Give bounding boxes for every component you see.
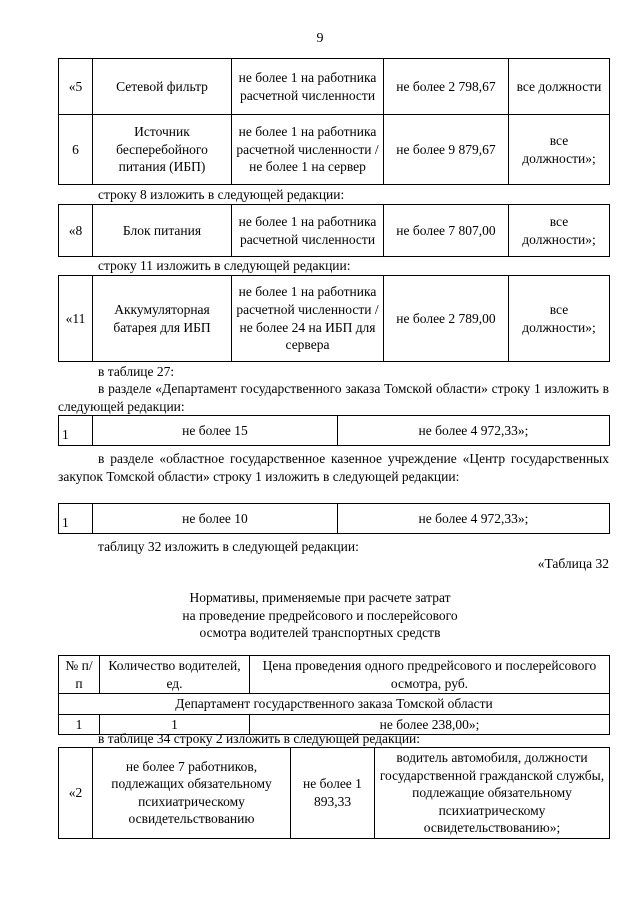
table-32 <box>58 655 610 735</box>
row-number: «2 <box>59 748 93 839</box>
header-cell-quantity: Количество водителей, ед. <box>100 656 250 694</box>
table32-title-line: Нормативы, применяемые при расчете затрат <box>189 590 451 605</box>
item-positions: все должности <box>509 59 610 115</box>
item-positions: все должности»; <box>509 115 610 185</box>
table-header-row <box>59 656 610 694</box>
item-positions: все должности»; <box>509 205 610 257</box>
price: не более 238,00»; <box>250 714 610 735</box>
table-equipment-rows-5-6 <box>58 58 610 185</box>
item-price: не более 9 879,67 <box>384 115 509 185</box>
item-norm: не более 1 на работника расчетной численности / не более 24 на ИБП для сервера <box>232 276 384 362</box>
price: не более 1 893,33 <box>291 748 375 839</box>
table-row <box>59 276 610 362</box>
item-positions: все должности»; <box>509 276 610 362</box>
item-price: не более 2 798,67 <box>384 59 509 115</box>
paragraph-ogku: в разделе «областное государственное казенное учреждение «Центр государственных закупок Томской области» строку 1 изложить в следующей редакции: <box>58 451 609 484</box>
paragraph-table27: в таблице 27: <box>98 364 175 379</box>
table32-title <box>0 589 640 642</box>
row-number: «5 <box>59 59 93 115</box>
item-price: не более 2 789,00 <box>384 276 509 362</box>
item-norm: не более 1 на работника расчетной численности <box>232 59 384 115</box>
row-number: 6 <box>59 115 93 185</box>
row-number: 1 <box>59 416 93 446</box>
row-number: 1 <box>59 714 100 735</box>
paragraph-row11: строку 11 изложить в следующей редакции: <box>98 258 351 273</box>
item-price: не более 7 807,00 <box>384 205 509 257</box>
item-name: Сетевой фильтр <box>93 59 232 115</box>
page-number: 9 <box>316 31 324 46</box>
table-row <box>59 416 610 446</box>
paragraph-table34: в таблице 34 строку 2 изложить в следующей редакции: <box>98 731 421 746</box>
item-price: не более 4 972,33»; <box>338 416 610 446</box>
table32-label: «Таблица 32 <box>537 556 609 571</box>
paragraph-table32: таблицу 32 изложить в следующей редакции: <box>98 539 359 554</box>
item-norm: не более 1 на работника расчетной численности / не более 1 на сервер <box>232 115 384 185</box>
table-34-row-2 <box>58 747 610 839</box>
item-name: Блок питания <box>93 205 232 257</box>
table-row <box>59 115 610 185</box>
header-cell-price: Цена проведения одного предрейсового и послерейсового осмотра, руб. <box>250 656 610 694</box>
row-number: 1 <box>59 504 93 534</box>
item-name: Аккумуляторная батарея для ИБП <box>93 276 232 362</box>
item-price: не более 4 972,33»; <box>338 504 610 534</box>
item-norm: не более 10 <box>93 504 338 534</box>
item-norm: не более 15 <box>93 416 338 446</box>
paragraph-row8: строку 8 изложить в следующей редакции: <box>98 187 345 202</box>
row-number: «11 <box>59 276 93 362</box>
quantity: 1 <box>100 714 250 735</box>
table32-title-line: осмотра водителей транспортных средств <box>199 625 441 641</box>
table-row <box>59 748 610 839</box>
header-cell-number: № п/п <box>59 656 100 694</box>
row-number: «8 <box>59 205 93 257</box>
item-name: Источник бесперебойного питания (ИБП) <box>93 115 232 185</box>
positions: водитель автомобиля, должности государственной гражданской службы, подлежащие обязательному психиатрическому освидетельствованию»; <box>375 748 610 839</box>
workers-norm: не более 7 работников, подлежащих обязательному психиатрическому освидетельствованию <box>93 748 291 839</box>
table-row <box>59 59 610 115</box>
table-row <box>59 504 610 534</box>
table-row-8 <box>58 204 610 257</box>
table-dept-row-1 <box>58 415 610 446</box>
table-section-row <box>59 694 610 715</box>
item-norm: не более 1 на работника расчетной численности <box>232 205 384 257</box>
table32-title-line: на проведение предрейсового и послерейсового <box>182 607 458 623</box>
section-title: Департамент государственного заказа Томской области <box>59 694 610 715</box>
paragraph-dept-goszakaz: в разделе «Департамент государственного заказа Томской области» строку 1 изложить в следующей редакции: <box>58 381 609 414</box>
table-row <box>59 205 610 257</box>
table-ogku-row-1 <box>58 503 610 534</box>
table-row-11 <box>58 275 610 362</box>
